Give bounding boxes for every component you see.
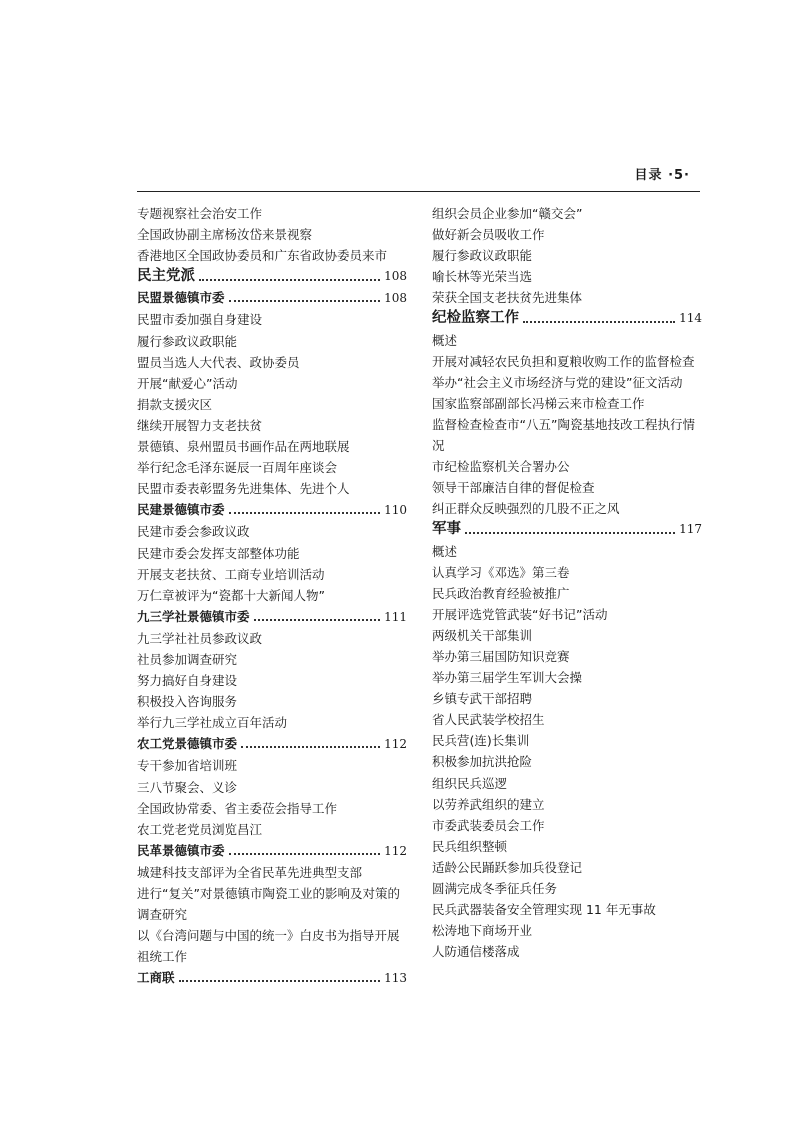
toc-section-heading[interactable]: [432, 519, 702, 540]
toc-entry[interactable]: 民兵政治教育经验被推广: [432, 585, 570, 601]
toc-dot-leader: [241, 746, 380, 748]
toc-entry[interactable]: 举行九三学社成立百年活动: [137, 715, 288, 731]
toc-page-number: 114: [679, 311, 702, 326]
toc-entry[interactable]: 人防通信楼落成: [432, 944, 520, 960]
toc-entry[interactable]: 民建市委会参政议政: [137, 524, 250, 540]
toc-entry[interactable]: 努力搞好自身建设: [137, 673, 238, 689]
toc-heading-title: 工商联: [137, 970, 175, 986]
toc-dot-leader: [229, 512, 381, 514]
toc-page-number: 108: [384, 269, 407, 284]
header-label: 目录 ·5·: [634, 168, 690, 183]
toc-entry[interactable]: 民盟市委加强自身建设: [137, 312, 263, 328]
toc-entry[interactable]: 省人民武装学校招生: [432, 712, 545, 728]
toc-entry[interactable]: 圆满完成冬季征兵任务: [432, 881, 558, 896]
toc-dot-leader: [465, 532, 675, 534]
page-header: [137, 164, 700, 186]
toc-entry[interactable]: 香港地区全国政协委员和广东省政协委员来市: [137, 248, 388, 264]
toc-entry[interactable]: 景德镇、泉州盟员书画作品在两地联展: [137, 439, 350, 455]
toc-entry[interactable]: 履行参政议政职能: [432, 248, 533, 264]
toc-section-heading[interactable]: [432, 308, 702, 329]
toc-heading-title: 军事: [432, 521, 461, 538]
toc-entry[interactable]: 进行“复关”对景德镇市陶瓷工业的影响及对策的调查研究: [137, 886, 400, 923]
toc-entry[interactable]: 履行参政议政职能: [137, 333, 238, 349]
toc-entry[interactable]: 社员参加调查研究: [137, 651, 238, 667]
toc-entry[interactable]: 捐款支援灾区: [137, 396, 213, 412]
toc-entry[interactable]: 认真学习《邓选》第三卷: [432, 564, 570, 580]
toc-entry[interactable]: 市纪检监察机关合署办公: [432, 459, 570, 475]
toc-entry[interactable]: 以劳养武组织的建立: [432, 796, 545, 812]
toc-section-heading[interactable]: [137, 266, 407, 287]
header-divider: [137, 191, 700, 192]
toc-dot-leader: [523, 321, 675, 323]
toc-section-heading[interactable]: [137, 287, 407, 309]
toc-entry[interactable]: 民兵武器装备安全管理实现 11 年无事故: [432, 902, 656, 918]
toc-entry[interactable]: 民建市委会发挥支部整体功能: [137, 545, 300, 561]
toc-page-number: 110: [384, 503, 407, 518]
toc-page-number: 112: [384, 843, 407, 858]
toc-entry[interactable]: 概述: [432, 543, 458, 559]
toc-entry[interactable]: 松涛地下商场开业: [432, 923, 533, 939]
toc-page-number: 108: [384, 291, 407, 306]
toc-entry[interactable]: 组织会员企业参加“赣交会”: [432, 206, 583, 221]
toc-page-number: 113: [384, 971, 407, 986]
toc-entry[interactable]: 城建科技支部评为全省民革先进典型支部: [137, 864, 363, 880]
toc-heading-title: 民主党派: [137, 268, 195, 285]
toc-entry[interactable]: 喻长林等光荣当选: [432, 269, 533, 285]
toc-entry[interactable]: 概述: [432, 332, 458, 348]
toc-entry[interactable]: 以《台湾问题与中国的统一》白皮书为指导开展祖统工作: [137, 928, 400, 965]
toc-entry[interactable]: 两级机关干部集训: [432, 627, 533, 643]
toc-entry[interactable]: 领导干部廉洁自律的督促检查: [432, 480, 595, 496]
toc-dot-leader: [179, 980, 381, 982]
toc-entry[interactable]: 举行纪念毛泽东诞辰一百周年座谈会: [137, 460, 338, 476]
toc-heading-title: 九三学社景德镇市委: [137, 608, 250, 624]
toc-entry[interactable]: 纠正群众反映强烈的几股不正之风: [432, 501, 620, 517]
toc-entry[interactable]: 市委武装委员会工作: [432, 817, 545, 833]
toc-entry[interactable]: 举办第三届学生军训大会操: [432, 670, 583, 686]
toc-entry[interactable]: 举办第三届国防知识竞赛: [432, 648, 570, 664]
toc-section-heading[interactable]: [137, 499, 407, 521]
toc-page-number: 111: [384, 609, 407, 624]
toc-page-number: 117: [679, 522, 702, 537]
toc-entry[interactable]: 万仁章被评为“瓷都十大新闻人物”: [137, 587, 325, 603]
toc-entry[interactable]: 继续开展智力支老扶贫: [137, 417, 263, 433]
toc-entry[interactable]: 适龄公民踊跃参加兵役登记: [432, 859, 583, 875]
toc-section-heading[interactable]: [137, 606, 407, 628]
toc-heading-title: 农工党景德镇市委: [137, 736, 238, 752]
toc-heading-title: 民建景德镇市委: [137, 502, 225, 518]
toc-entry[interactable]: 盟员当选人大代表、政协委员: [137, 354, 300, 370]
toc-entry[interactable]: 举办“社会主义市场经济与党的建设”征文活动: [432, 374, 683, 390]
toc-dot-leader: [254, 619, 381, 621]
toc-section-heading[interactable]: [137, 967, 407, 989]
toc-entry[interactable]: 九三学社社员参政议政: [137, 630, 263, 646]
toc-entry[interactable]: 农工党老党员浏览昌江: [137, 821, 263, 837]
toc-entry[interactable]: 开展支老扶贫、工商专业培训活动: [137, 566, 325, 582]
toc-dot-leader: [229, 300, 381, 302]
toc-page-number: 112: [384, 737, 407, 752]
toc-entry[interactable]: 专干参加省培训班: [137, 758, 238, 774]
toc-entry[interactable]: 组织民兵巡逻: [432, 775, 508, 791]
toc-entry[interactable]: 荣获全国支老扶贫先进集体: [432, 290, 583, 306]
toc-dot-leader: [199, 279, 380, 281]
toc-entry[interactable]: 国家监察部副部长冯梯云来市检查工作: [432, 395, 645, 411]
toc-entry[interactable]: 开展对减轻农民负担和夏粮收购工作的监督检查: [432, 353, 695, 369]
toc-column-left: [137, 203, 407, 989]
toc-entry[interactable]: 全国政协副主席杨汝岱来景视察: [137, 227, 313, 243]
toc-heading-title: 民盟景德镇市委: [137, 290, 225, 306]
toc-entry[interactable]: 三八节聚会、义诊: [137, 779, 238, 795]
toc-entry[interactable]: 开展评选党管武装“好书记”活动: [432, 606, 608, 622]
toc-heading-title: 纪检监察工作: [432, 310, 519, 327]
toc-dot-leader: [229, 853, 381, 855]
toc-entry[interactable]: 做好新会员吸收工作: [432, 227, 545, 243]
toc-entry[interactable]: 积极参加抗洪抢险: [432, 754, 533, 770]
toc-entry[interactable]: 民盟市委表彰盟务先进集体、先进个人: [137, 481, 350, 497]
toc-column-right: [432, 203, 702, 962]
toc-entry[interactable]: 民兵组织整顿: [432, 838, 508, 854]
toc-heading-title: 民革景德镇市委: [137, 842, 225, 858]
toc-entry[interactable]: 乡镇专武干部招聘: [432, 691, 533, 707]
toc-entry[interactable]: 专题视察社会治安工作: [137, 206, 263, 221]
toc-entry[interactable]: 积极投入咨询服务: [137, 694, 238, 710]
toc-section-heading[interactable]: [137, 733, 407, 755]
toc-section-heading[interactable]: [137, 840, 407, 862]
toc-entry[interactable]: 民兵营(连)长集训: [432, 733, 530, 749]
toc-entry[interactable]: 监督检查检查市“八五”陶瓷基地技改工程执行情况: [432, 416, 695, 454]
toc-entry[interactable]: 开展“献爱心”活动: [137, 375, 238, 391]
toc-entry[interactable]: 全国政协常委、省主委莅会指导工作: [137, 800, 338, 816]
